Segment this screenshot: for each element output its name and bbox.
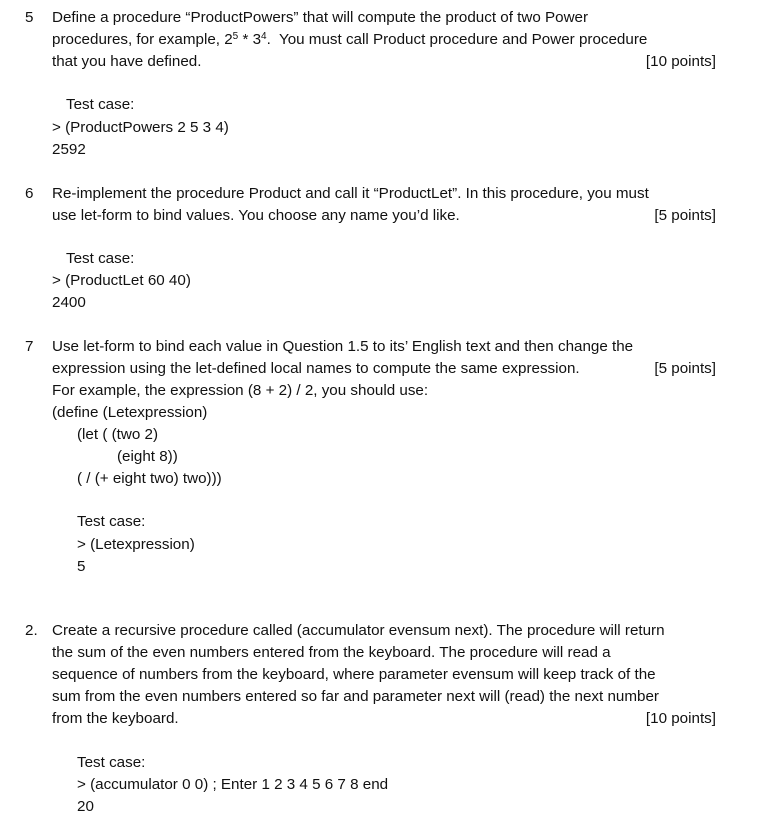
question-text-line: Use let-form to bind each value in Question 1.5 to its’ English text and then change the: [52, 338, 634, 355]
question-text-line: use let-form to bind values. You choose any name you’d like.: [52, 207, 460, 224]
question-number: 6: [25, 185, 34, 202]
test-case-input: > (ProductLet 60 40): [52, 272, 191, 289]
test-case-label: Test case:: [77, 754, 146, 771]
points-label: [5 points]: [654, 207, 716, 224]
points-label: [10 points]: [645, 710, 716, 727]
question-text-line: Re-implement the procedure Product and call it “ProductLet”. In this procedure, you must: [52, 185, 649, 202]
question-number: 2.: [25, 622, 38, 639]
question-text-line: procedures, for example, $2^5 * 3^4$. You must call Product procedure and Power procedure: [52, 31, 648, 48]
test-case-label: Test case:: [66, 250, 135, 267]
test-case-input: > (accumulator 0 0) ; Enter 1 2 3 4 5 6 7 8 end: [77, 776, 389, 793]
question-text-line: Create a recursive procedure called (accumulator evensum next). The procedure will return: [52, 622, 665, 639]
code-line: ( / (+ eight two) two))): [77, 470, 222, 487]
exponent: 5: [232, 31, 239, 42]
test-case-output: 20: [77, 798, 94, 815]
exponent: 4: [261, 31, 267, 42]
code-line: (let ( (two 2): [77, 426, 159, 443]
question-text-line: expression using the let-defined local names to compute the same expression.: [52, 360, 580, 377]
test-case-input: > (ProductPowers 2 5 3 4): [52, 119, 229, 136]
question-text-line: For example, the expression (8 + 2) / 2, you should use:: [52, 382, 429, 399]
code-line: (define (Letexpression): [52, 404, 208, 421]
code-line: (eight 8)): [117, 448, 178, 465]
test-case-label: Test case:: [66, 96, 135, 113]
points-label: [10 points]: [645, 53, 716, 70]
question-text-line: the sum of the even numbers entered from the keyboard. The procedure will read a: [52, 644, 611, 661]
points-label: [5 points]: [654, 360, 716, 377]
question-text-line: sum from the even numbers entered so far and parameter next will (read) the next number: [52, 688, 659, 705]
question-number: 5: [25, 9, 34, 26]
question-text-line: sequence of numbers from the keyboard, where parameter evensum will keep track of the: [52, 666, 656, 683]
question-text-line: Define a procedure “ProductPowers” that will compute the product of two Power: [52, 9, 589, 26]
question-text-line: from the keyboard.: [52, 710, 179, 727]
question-number: 7: [25, 338, 34, 355]
question-text-line: that you have defined.: [52, 53, 202, 70]
test-case-output: 5: [77, 558, 86, 575]
test-case-input: > (Letexpression): [77, 536, 195, 553]
test-case-output: 2592: [52, 141, 86, 158]
test-case-label: Test case:: [77, 513, 146, 530]
test-case-output: 2400: [52, 294, 86, 311]
